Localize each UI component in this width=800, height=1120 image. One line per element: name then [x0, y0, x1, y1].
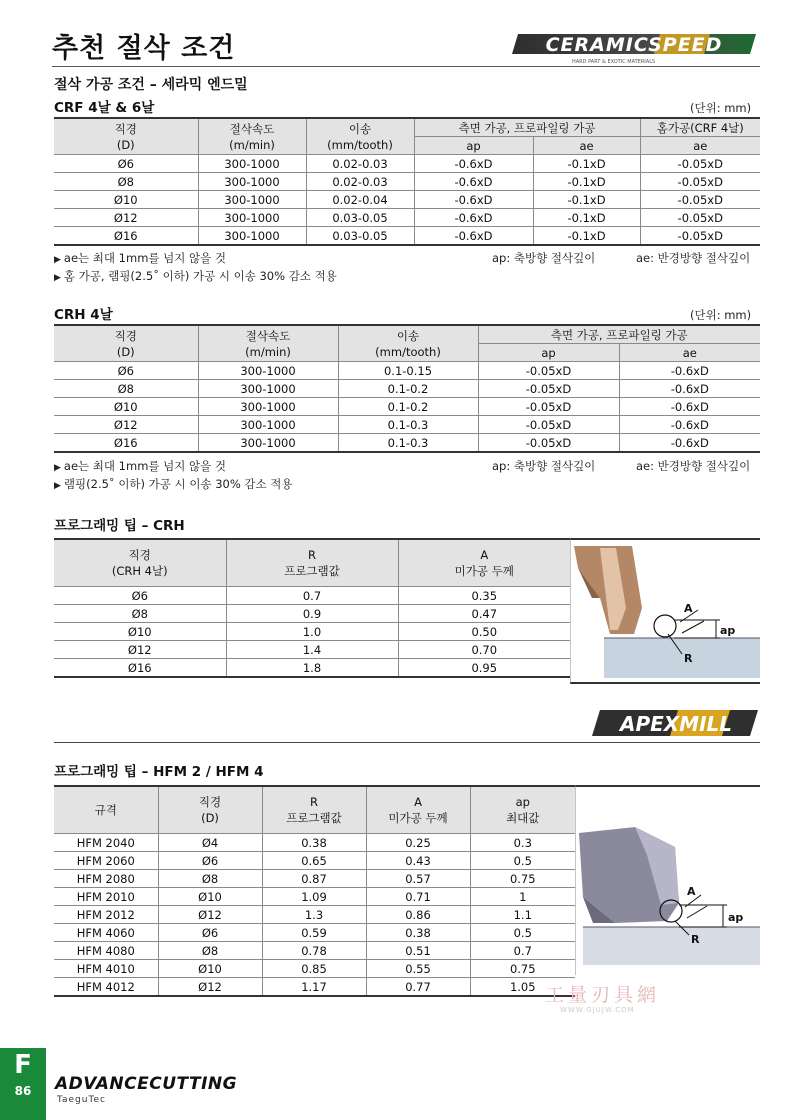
- table-row: Ø16 1.8 0.95: [54, 659, 570, 678]
- table-crf: [54, 117, 760, 246]
- table-row: Ø10 300-1000 0.02-0.04 -0.6xD -0.1xD -0.05xD: [54, 191, 760, 209]
- table-row: HFM 2080 Ø8 0.87 0.57 0.75: [54, 870, 575, 888]
- table2-note-1: ▶ ae는 최대 1mm를 넘지 않을 것: [54, 459, 227, 473]
- table2-legend-ap: ap: 축방향 절삭깊이: [492, 459, 596, 473]
- page-title: 추천 절삭 조건: [52, 33, 236, 64]
- table-row: HFM 4010 Ø10 0.85 0.55 0.75: [54, 960, 575, 978]
- table-row: Ø12 300-1000 0.03-0.05 -0.6xD -0.1xD -0.05xD: [54, 209, 760, 227]
- section2-title: 프로그래밍 팁 – CRH: [54, 518, 185, 534]
- table2-unit: (단위: mm): [690, 308, 752, 322]
- table-crh: [54, 324, 760, 453]
- section1-subtitle: 절삭 가공 조건 – 세라믹 엔드밀: [54, 77, 248, 93]
- table-hfm-tip: [54, 785, 575, 997]
- table1-note-2: ▶ 홈 가공, 램핑(2.5˚ 이하) 가공 시 이송 30% 감소 적용: [54, 269, 337, 283]
- table1-unit: (단위: mm): [690, 101, 752, 115]
- th-ae: ae: [619, 344, 760, 362]
- th-dia: 직경 (CRH 4날): [54, 539, 226, 587]
- th-ap: ap: [478, 344, 619, 362]
- table-row: Ø10 300-1000 0.1-0.2 -0.05xD -0.6xD: [54, 398, 760, 416]
- apex-logo-text: APEXMILL: [619, 712, 733, 736]
- table-row: Ø8 0.9 0.47: [54, 605, 570, 623]
- table-row: Ø10 1.0 0.50: [54, 623, 570, 641]
- th-ae-groove: ae: [640, 137, 760, 155]
- th-ae: ae: [533, 137, 640, 155]
- table1-title: CRF 4날 & 6날: [54, 100, 155, 116]
- ceramic-logo-text: CERAMICSPEED: [545, 34, 723, 56]
- table-row: HFM 4080 Ø8 0.78 0.51 0.7: [54, 942, 575, 960]
- table2-title: CRH 4날: [54, 307, 113, 323]
- th-r: R 프로그램값: [262, 786, 366, 834]
- table-row: HFM 2012 Ø12 1.3 0.86 1.1: [54, 906, 575, 924]
- apex-divider: [54, 742, 760, 743]
- th-a: A 미가공 두께: [398, 539, 570, 587]
- th-a: A 미가공 두께: [366, 786, 470, 834]
- brand-logo: ADVANCECUTTING: [55, 1074, 238, 1094]
- th-speed: 절삭속도 (m/min): [198, 118, 306, 155]
- th-feed: 이송 (mm/tooth): [306, 118, 414, 155]
- table2-legend-ae: ae: 반경방향 절삭깊이: [636, 459, 751, 473]
- table1-legend-ap: ap: 축방향 절삭깊이: [492, 251, 596, 265]
- brand-sub: TaeguTec: [57, 1095, 106, 1105]
- th-dia: 직경 (D): [54, 118, 198, 155]
- table-row: Ø16 300-1000 0.03-0.05 -0.6xD -0.1xD -0.05xD: [54, 227, 760, 246]
- table-row: HFM 2060 Ø6 0.65 0.43 0.5: [54, 852, 575, 870]
- th-side: 측면 가공, 프로파일링 가공: [478, 325, 760, 344]
- th-dia: 직경 (D): [54, 325, 198, 362]
- table1-legend-ae: ae: 반경방향 절삭깊이: [636, 251, 751, 265]
- crh-tool-figure: [570, 538, 760, 684]
- table-row: Ø12 300-1000 0.1-0.3 -0.05xD -0.6xD: [54, 416, 760, 434]
- figure-label-ap: ap: [720, 624, 736, 637]
- th-feed: 이송 (mm/tooth): [338, 325, 478, 362]
- watermark-url: WWW.GJUJW.COM: [560, 1006, 635, 1014]
- section3-title: 프로그래밍 팁 – HFM 2 / HFM 4: [54, 764, 264, 780]
- table-row: Ø6 300-1000 0.1-0.15 -0.05xD -0.6xD: [54, 362, 760, 380]
- table1-note-1: ▶ ae는 최대 1mm를 넘지 않을 것: [54, 251, 227, 265]
- table-row: Ø16 300-1000 0.1-0.3 -0.05xD -0.6xD: [54, 434, 760, 453]
- figure-label-r: R: [684, 652, 693, 665]
- th-ap: ap: [414, 137, 533, 155]
- figure-label-a: A: [684, 602, 693, 615]
- th-groove: 홈가공(CRF 4날): [640, 118, 760, 137]
- figure-label-ap: ap: [728, 911, 744, 924]
- ceramicspeed-logo: [510, 28, 760, 66]
- table-row: Ø6 300-1000 0.02-0.03 -0.6xD -0.1xD -0.05xD: [54, 155, 760, 173]
- table-row: HFM 2040 Ø4 0.38 0.25 0.3: [54, 834, 575, 852]
- watermark: 工量刃具網: [545, 984, 661, 1006]
- table-row: Ø6 0.7 0.35: [54, 587, 570, 605]
- th-r: R 프로그램값: [226, 539, 398, 587]
- th-side: 측면 가공, 프로파일링 가공: [414, 118, 640, 137]
- table-row: Ø12 1.4 0.70: [54, 641, 570, 659]
- section-letter: F: [14, 1050, 32, 1080]
- table-row: HFM 4012 Ø12 1.17 0.77 1.05: [54, 978, 575, 997]
- table-row: HFM 2010 Ø10 1.09 0.71 1: [54, 888, 575, 906]
- th-spec: 규격: [54, 786, 158, 834]
- table-row: Ø8 300-1000 0.1-0.2 -0.05xD -0.6xD: [54, 380, 760, 398]
- figure-label-a: A: [687, 885, 696, 898]
- title-divider: [52, 66, 760, 67]
- hfm-tool-figure: [575, 785, 760, 975]
- table-row: HFM 4060 Ø6 0.59 0.38 0.5: [54, 924, 575, 942]
- table2-note-2: ▶ 램핑(2.5˚ 이하) 가공 시 이송 30% 감소 적용: [54, 477, 293, 491]
- apexmill-logo: [590, 706, 760, 740]
- table-crh-tip: [54, 538, 570, 678]
- ceramic-logo-sub: HARD PART & EXOTIC MATERIALS: [572, 59, 656, 65]
- table-row: Ø8 300-1000 0.02-0.03 -0.6xD -0.1xD -0.05xD: [54, 173, 760, 191]
- th-speed: 절삭속도 (m/min): [198, 325, 338, 362]
- th-dia: 직경 (D): [158, 786, 262, 834]
- page-number: 86: [14, 1084, 32, 1098]
- th-ap: ap 최대값: [470, 786, 575, 834]
- figure-label-r: R: [691, 933, 700, 946]
